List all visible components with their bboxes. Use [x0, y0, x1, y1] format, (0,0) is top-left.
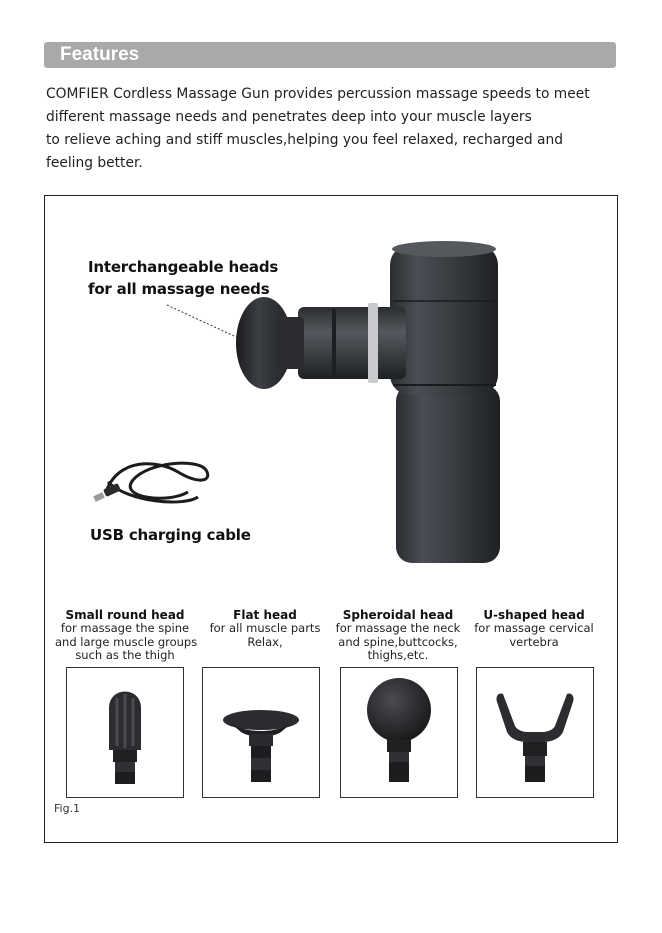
- head-caption-flat: [195, 608, 335, 649]
- flat-head-image: [202, 667, 320, 798]
- desc-line: such as the thigh: [75, 648, 175, 662]
- desc-line: vertebra: [509, 634, 559, 649]
- intro-line: feeling better.: [46, 155, 143, 171]
- spheroidal-head-image: [340, 667, 458, 798]
- head-title: Small round head: [65, 608, 185, 622]
- head-description: [464, 622, 604, 649]
- desc-line: and spine,buttcocks,: [338, 634, 458, 649]
- head-title: U-shaped head: [483, 608, 585, 622]
- head-caption-u-shaped: [464, 608, 604, 649]
- head-description: [328, 622, 468, 663]
- usb-cable-image: [88, 452, 223, 514]
- callout-line: Interchangeable heads: [88, 258, 279, 276]
- intro-line: different massage needs and penetrates deep into your muscle layers: [46, 109, 532, 125]
- desc-line: Relax,: [247, 634, 283, 649]
- desc-line: for massage the neck: [335, 621, 461, 635]
- head-description: [195, 622, 335, 649]
- intro-paragraph: [46, 83, 626, 175]
- section-title: Features: [60, 44, 140, 65]
- desc-line: for massage the spine: [60, 621, 190, 635]
- figure-label: Fig.1: [54, 802, 81, 815]
- intro-line: COMFIER Cordless Massage Gun provides percussion massage speeds to meet: [46, 86, 590, 102]
- section-title-bar: [44, 42, 616, 68]
- desc-line: thighs,etc.: [367, 648, 429, 662]
- callout-usb-cable: USB charging cable: [90, 526, 251, 544]
- head-description: [55, 621, 198, 663]
- small-round-head-image: [66, 667, 184, 798]
- intro-line: to relieve aching and stiff muscles,helping you feel relaxed, recharged and: [46, 132, 563, 148]
- desc-line: for massage cervical: [474, 621, 594, 635]
- head-caption-small-round: [55, 608, 198, 663]
- desc-line: and large muscle groups: [55, 634, 198, 649]
- u-shaped-head-image: [476, 667, 594, 798]
- head-title: Flat head: [233, 608, 297, 622]
- callout-line: for all massage needs: [88, 280, 270, 298]
- head-title: Spheroidal head: [342, 608, 454, 622]
- head-caption-spheroidal: [328, 608, 468, 663]
- desc-line: for all muscle parts: [209, 621, 321, 635]
- massage-gun-image: [228, 235, 503, 565]
